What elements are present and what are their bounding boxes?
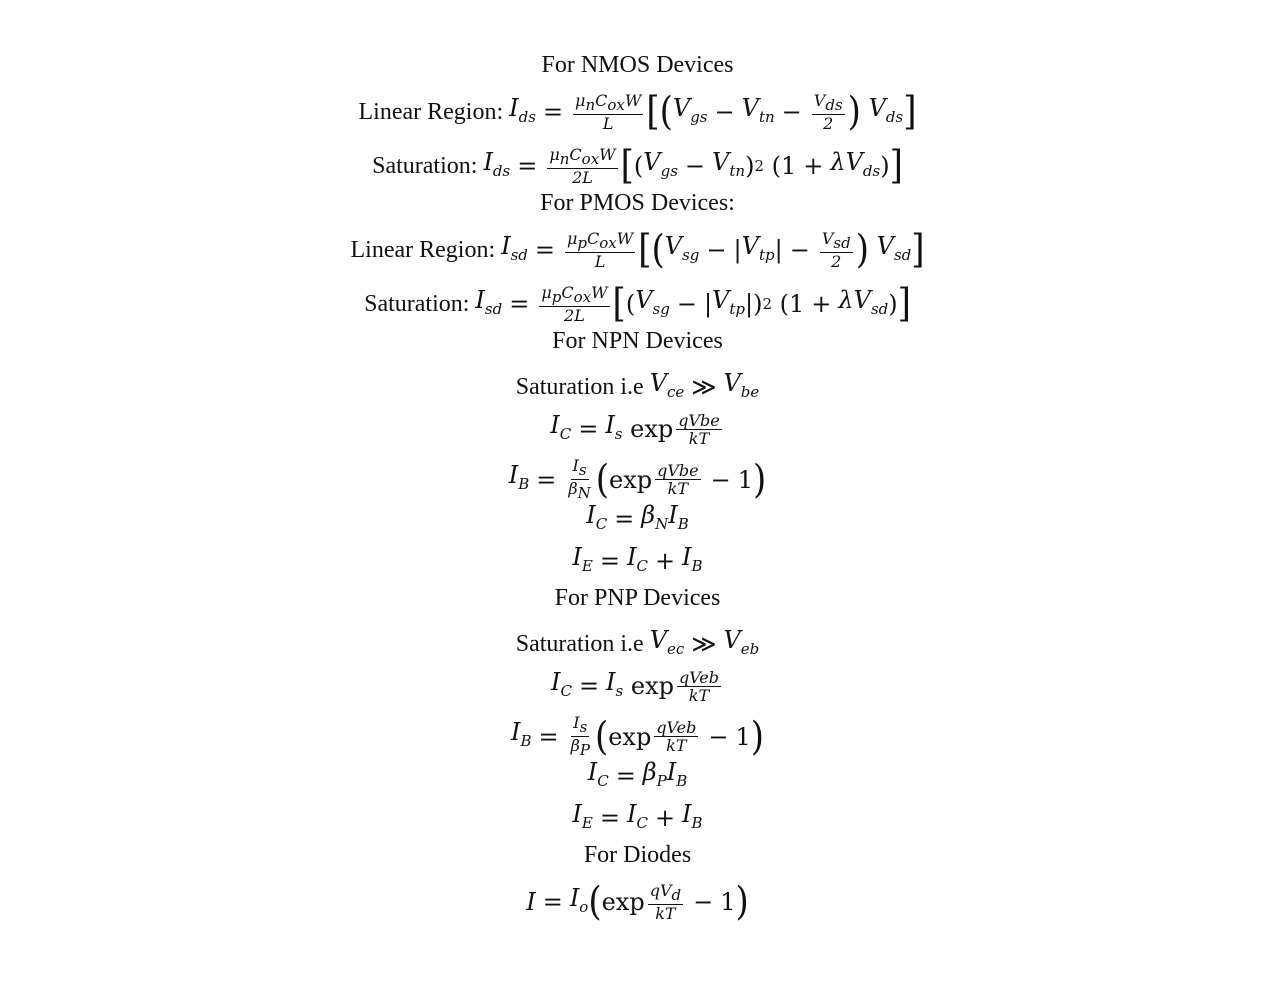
pnp-emitter-current-equation: $I_E$ = $I_C$ + $I_B$ bbox=[572, 800, 703, 833]
section-title-diodes: For Diodes bbox=[583, 842, 692, 868]
npn-saturation-label: Saturation i.e bbox=[515, 374, 644, 401]
section-title-pnp: For PNP Devices bbox=[554, 585, 721, 611]
pmos-saturation-equation: Saturation: $I_{sd}$ = $\frac{\mu_pC_{ox}W}{2L}$ [ ( $V_{sg}$ − | $V_{tp}$ |) 2 (1 + $\lambda V_{sd}$ ) ] bbox=[364, 281, 911, 328]
pnp-saturation-condition: Saturation i.e $V_{ec}$ ≫ $V_{eb}$ bbox=[515, 626, 760, 659]
pnp-beta-equation: $I_C$ = $\beta_PI_B$ bbox=[587, 758, 688, 791]
npn-base-current-equation: $I_B$ = $\frac{I_s}{\beta_N}$ ( exp $\frac{\text{qVbe}}{kT}$ − 1 ) bbox=[508, 456, 767, 503]
npn-collector-current-equation: $I_C$ = $I_s$ exp $\frac{\text{qVbe}}{kT}$ bbox=[550, 410, 720, 448]
nmos-linear-label: Linear Region: bbox=[358, 99, 504, 126]
diode-current-equation: I = $I_o$ ( exp $\frac{qV_d}{kT}$ − 1 ) bbox=[526, 879, 749, 926]
pnp-base-current-equation: $I_B$ = $\frac{I_s}{\beta_P}$ ( exp $\frac{\text{qVeb}}{kT}$ − 1 ) bbox=[510, 713, 765, 760]
section-title-nmos: For NMOS Devices bbox=[541, 52, 734, 78]
pnp-collector-current-equation: $I_C$ = $I_s$ exp $\frac{\text{qVeb}}{kT}$ bbox=[550, 667, 720, 705]
pnp-saturation-label: Saturation i.e bbox=[515, 631, 644, 658]
npn-emitter-current-equation: $I_E$ = $I_C$ + $I_B$ bbox=[572, 543, 703, 576]
nmos-linear-equation: Linear Region: $I_{ds}$ = $\frac{\mu_nC_{ox}W}{L}$ [ ( $V_{gs}$ − $V_{tn}$ − $\frac{V_{ds}}{2}$ ) $V_{ds}$ ] bbox=[358, 89, 917, 136]
nmos-saturation-equation: Saturation: $I_{ds}$ = $\frac{\mu_nC_{ox}W}{2L}$ [ ( $V_{gs}$ − $V_{tn}$ ) 2 (1 + $\lambda V_{ds}$ ) ] bbox=[372, 143, 903, 190]
npn-saturation-condition: Saturation i.e $V_{ce}$ ≫ $V_{be}$ bbox=[515, 369, 760, 402]
pmos-saturation-label: Saturation: bbox=[364, 291, 470, 318]
section-title-npn: For NPN Devices bbox=[552, 328, 723, 354]
section-title-pmos: For PMOS Devices: bbox=[540, 190, 735, 216]
nmos-saturation-label: Saturation: bbox=[372, 153, 478, 180]
pmos-linear-equation: Linear Region: $I_{sd}$ = $\frac{\mu_pC_{ox}W}{L}$ [ ( $V_{sg}$ − | $V_{tp}$ | − $\frac{V_{sd}}{2}$ ) $V_{sd}$ ] bbox=[350, 227, 925, 274]
pmos-linear-label: Linear Region: bbox=[350, 237, 496, 264]
npn-beta-equation: $I_C$ = $\beta_NI_B$ bbox=[586, 501, 689, 534]
